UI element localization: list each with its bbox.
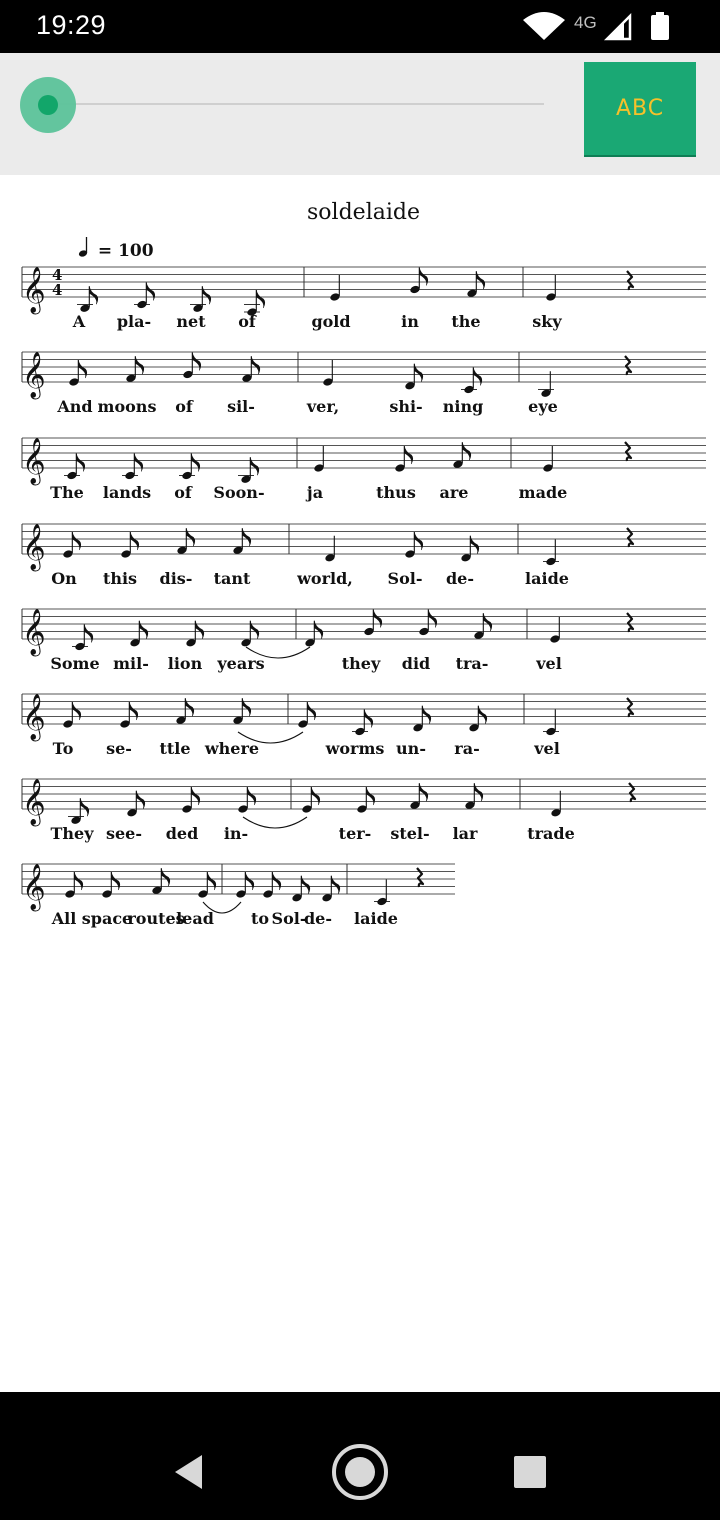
lyric-syllable: ttle <box>159 739 191 758</box>
back-button[interactable] <box>175 1455 202 1489</box>
lyric-syllable: this <box>102 569 138 588</box>
treble-clef-icon: 𝄞 <box>22 267 46 313</box>
lyric-syllable: And <box>57 397 93 416</box>
recents-button[interactable] <box>514 1456 546 1488</box>
lyric-syllable: where <box>204 739 260 758</box>
lyric-syllable: see- <box>105 824 143 843</box>
note-flag <box>250 457 259 475</box>
treble-clef-icon: 𝄞 <box>22 864 46 910</box>
lyric-syllable: ja <box>306 483 324 502</box>
staff-system <box>22 524 706 588</box>
lyric-syllable: To <box>52 739 74 758</box>
note-flag <box>242 528 251 546</box>
note-flag <box>89 286 98 304</box>
lyric-syllable: stel- <box>390 824 430 843</box>
note-flag <box>422 706 431 724</box>
lyric-syllable: Soon- <box>213 483 265 502</box>
note-flag <box>76 454 85 472</box>
recents-square-icon <box>514 1456 546 1488</box>
lyric-syllable: routes <box>127 909 185 928</box>
note-flag <box>314 621 323 639</box>
quarter-rest <box>627 698 633 717</box>
lyric-syllable: vel <box>534 739 560 758</box>
note-flag <box>191 454 200 472</box>
back-triangle-icon <box>175 1455 202 1489</box>
abc-button-label: ABC <box>615 96 665 121</box>
note-flag <box>245 872 254 890</box>
lyric-syllable: sky <box>532 312 562 331</box>
lyric-syllable: ded <box>165 824 199 843</box>
quarter-rest <box>627 271 633 290</box>
note-flag <box>207 872 216 890</box>
playback-slider-thumb[interactable] <box>38 95 58 115</box>
lyric-syllable: the <box>451 312 481 331</box>
staff-system <box>22 352 706 416</box>
lyric-syllable: made <box>518 483 568 502</box>
treble-clef-icon: 𝄞 <box>22 524 46 570</box>
lyric-syllable: mil- <box>113 654 149 673</box>
quarter-rest <box>627 528 633 547</box>
lyric-syllable: tant <box>213 569 251 588</box>
navigation-bar <box>0 1392 720 1520</box>
note-flag <box>311 787 320 805</box>
clock: 19:29 <box>36 10 107 40</box>
note-flag <box>483 613 492 631</box>
abc-source-button[interactable] <box>584 62 696 157</box>
lyric-syllable: moons <box>97 397 157 416</box>
note-flag <box>428 610 437 628</box>
quarter-rest <box>629 783 635 802</box>
note-flag <box>476 271 485 289</box>
time-signature-top: 4 <box>52 266 63 284</box>
lyric-syllable: world, <box>297 569 353 588</box>
tempo-value: = 100 <box>97 241 154 261</box>
lyric-syllable: space <box>81 909 133 928</box>
network-type: 4G <box>574 13 597 32</box>
lyric-syllable: of <box>238 312 256 331</box>
staff-system <box>22 266 706 331</box>
lyric-syllable: On <box>51 569 77 588</box>
lyric-syllable: de- <box>445 569 475 588</box>
note-flag <box>186 528 195 546</box>
note-flag <box>470 536 479 554</box>
note-flag <box>419 268 428 286</box>
note-flag <box>84 625 93 643</box>
note-flag <box>136 791 145 809</box>
lyric-syllable: of <box>174 483 192 502</box>
note-flag <box>195 621 204 639</box>
lyric-syllable: in <box>401 312 419 331</box>
lyric-syllable: Some <box>50 654 100 673</box>
lyric-syllable: lands <box>102 483 152 502</box>
note-flag <box>404 446 413 464</box>
treble-clef-icon: 𝄞 <box>22 609 46 655</box>
lyric-syllable: lead <box>176 909 214 928</box>
note-flag <box>364 710 373 728</box>
home-dot-icon <box>345 1457 375 1487</box>
note-flag <box>74 872 83 890</box>
lyric-syllable: lion <box>167 654 203 673</box>
treble-clef-icon: 𝄞 <box>22 779 46 825</box>
playback-slider-track[interactable] <box>48 103 544 105</box>
status-icons <box>520 10 690 42</box>
note-flag <box>72 532 81 550</box>
wifi-icon <box>523 12 565 40</box>
home-button[interactable] <box>334 1446 386 1498</box>
note-flag <box>192 353 201 371</box>
lyric-syllable: vel <box>536 654 562 673</box>
lyric-syllable: Sol- <box>271 909 307 928</box>
status-bar <box>0 0 720 53</box>
note-flag <box>250 621 259 639</box>
lyric-syllable: are <box>439 483 469 502</box>
sheet-music <box>0 175 720 1392</box>
lyric-syllable: laide <box>354 909 398 928</box>
lyric-syllable: ra- <box>454 739 480 758</box>
cellular-signal-icon <box>607 16 630 39</box>
note-flag <box>185 698 194 716</box>
lyric-syllable: in- <box>223 824 249 843</box>
note-flag <box>146 283 155 301</box>
note-flag <box>80 798 89 816</box>
staff-system <box>22 694 706 758</box>
note-flag <box>135 356 144 374</box>
quarter-rest <box>625 442 631 461</box>
note-flag <box>130 532 139 550</box>
quarter-rest <box>627 613 633 632</box>
lyric-syllable: worms <box>325 739 385 758</box>
note-flag <box>72 702 81 720</box>
note-flag <box>129 702 138 720</box>
note-flag <box>78 360 87 378</box>
lyric-syllable: net <box>176 312 206 331</box>
treble-clef-icon: 𝄞 <box>22 438 46 484</box>
score-title: soldelaide <box>307 200 420 225</box>
lyric-syllable: did <box>401 654 431 673</box>
note-flag <box>462 442 471 460</box>
quarter-rest <box>417 868 423 887</box>
note-flag <box>373 610 382 628</box>
note-flag <box>251 356 260 374</box>
lyric-syllable: tra- <box>455 654 489 673</box>
note-flag <box>414 532 423 550</box>
staff-system <box>22 779 706 843</box>
quarter-rest <box>625 356 631 375</box>
treble-clef-icon: 𝄞 <box>22 352 46 398</box>
note-flag <box>111 872 120 890</box>
lyric-syllable: dis- <box>159 569 193 588</box>
lyric-syllable: lar <box>452 824 478 843</box>
lyric-syllable: they <box>341 654 381 673</box>
lyric-syllable: un- <box>396 739 426 758</box>
lyric-syllable: thus <box>376 483 416 502</box>
lyric-syllable: A <box>72 312 86 331</box>
note-flag <box>301 876 310 894</box>
note-flag <box>473 368 482 386</box>
lyric-syllable: ver, <box>306 397 340 416</box>
note-flag <box>134 454 143 472</box>
lyric-syllable: ter- <box>338 824 372 843</box>
lyric-syllable: All <box>51 909 77 928</box>
staff-system <box>22 609 706 673</box>
note-flag <box>414 364 423 382</box>
lyric-syllable: sil- <box>227 397 255 416</box>
note-flag <box>202 286 211 304</box>
note-flag <box>419 783 428 801</box>
note-flag <box>478 706 487 724</box>
lyric-syllable: se- <box>106 739 132 758</box>
battery-icon <box>651 12 669 40</box>
note-flag <box>307 702 316 720</box>
lyric-syllable: shi- <box>389 397 423 416</box>
time-signature-bottom: 4 <box>52 281 63 299</box>
lyric-syllable: The <box>50 483 84 502</box>
note-flag <box>139 621 148 639</box>
lyric-syllable: years <box>217 654 265 673</box>
lyric-syllable: ning <box>442 397 484 416</box>
slur <box>243 817 307 828</box>
note-flag <box>247 787 255 805</box>
note-flag <box>272 872 281 890</box>
lyric-syllable: Sol- <box>387 569 423 588</box>
lyric-syllable: trade <box>527 824 575 843</box>
note-flag <box>191 787 200 805</box>
staff-system <box>22 438 706 502</box>
lyric-syllable: to <box>250 909 270 928</box>
note-flag <box>366 787 375 805</box>
lyric-syllable: de- <box>303 909 333 928</box>
lyric-syllable: They <box>50 824 94 843</box>
note-flag <box>161 868 170 886</box>
note-flag <box>474 783 483 801</box>
note-flag <box>242 698 251 716</box>
treble-clef-icon: 𝄞 <box>22 694 46 740</box>
note-flag <box>256 290 265 308</box>
lyric-syllable: eye <box>528 397 558 416</box>
lyric-syllable: laide <box>525 569 569 588</box>
lyric-syllable: gold <box>311 312 351 331</box>
lyric-syllable: pla- <box>116 312 152 331</box>
staff-system <box>22 864 455 928</box>
note-flag <box>331 876 340 894</box>
lyric-syllable: of <box>175 397 193 416</box>
